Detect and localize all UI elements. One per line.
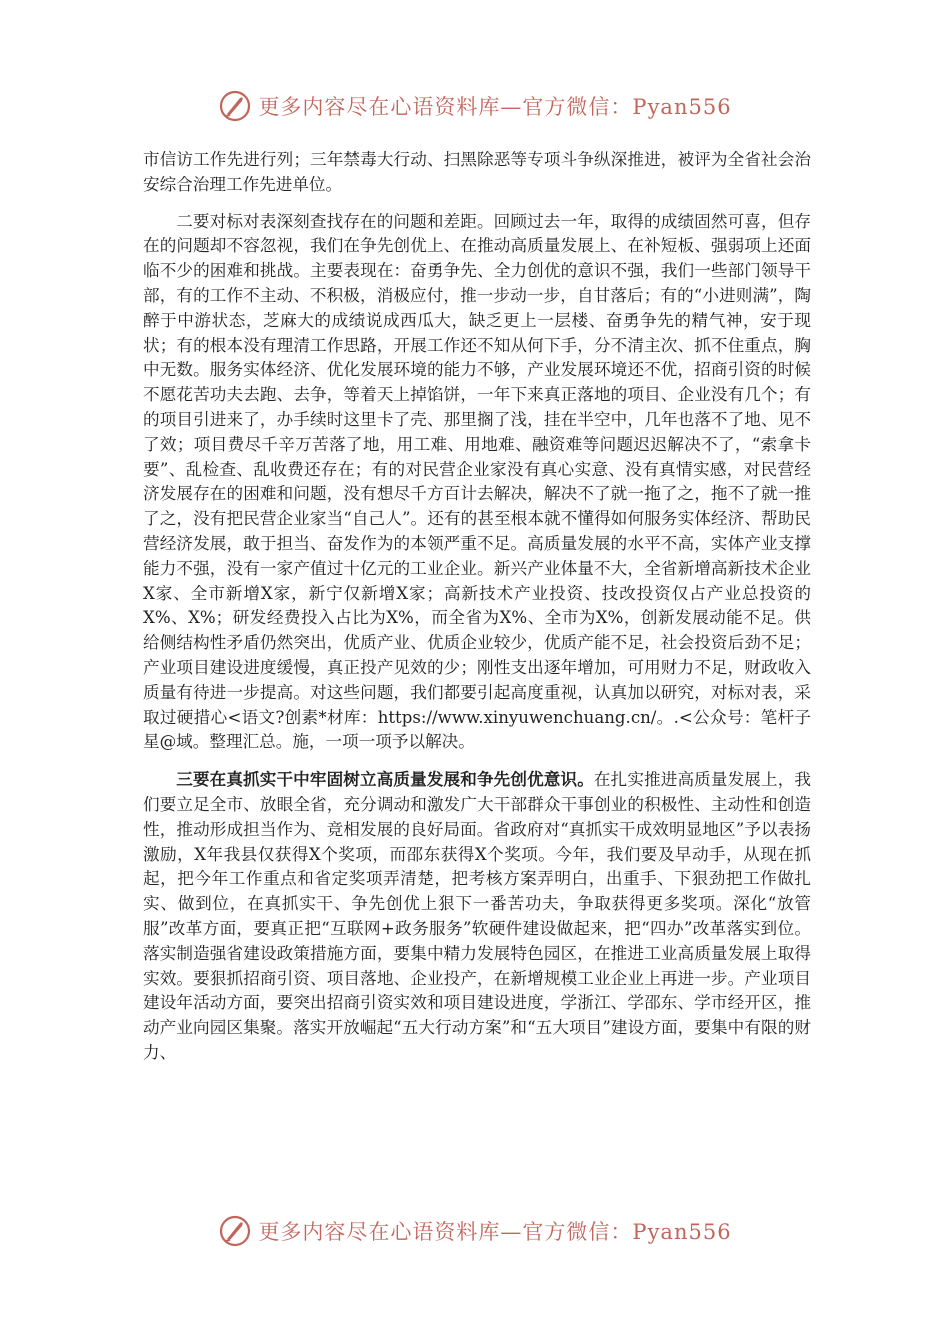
document-body bbox=[143, 148, 811, 1066]
paragraph-3-body: 在扎实推进高质量发展上，我们要立足全市、放眼全省，充分调动和激发广大干部群众干事创业的积极性、主动性和创造性，推动形成担当作为、竞相发展的良好局面。省政府对“真抓实干成效明显地区”予以表扬激励，X年我县仅获得X个奖项，而邵东获得X个奖项。今年，我们要及早动手，从现在抓起，把今年工作重点和省定奖项弄清楚，把考核方案弄明白，出重手、下狠劲把工作做扎实、做到位，在真抓实干、争先创优上狠下一番苦功夫，争取获得更多奖项。深化“放管服”改革方面，要真正把“互联网+政务服务”软硬件建设做起来，把“四办”改革落实到位。落实制造强省建设政策措施方面，要集中精力发展特色园区，在推进工业高质量发展上取得实效。要狠抓招商引资、项目落地、企业投产，在新增规模工业企业上再进一步。产业项目建设年活动方面，要突出招商引资实效和项目建设进度，学浙江、学邵东、学市经开区，推动产业向园区集聚。落实开放崛起“五大行动方案”和“五大项目”建设方面，要集中有限的财力、 bbox=[143, 770, 812, 1062]
paragraph-1: 市信访工作先进行列；三年禁毒大行动、扫黑除恶等专项斗争纵深推进，被评为全省社会治安综合治理工作先进单位。 bbox=[143, 150, 811, 194]
footer-watermark-banner bbox=[0, 1211, 950, 1251]
watermark-text: 更多内容尽在心语资料库—官方微信：Pyan556 bbox=[258, 1220, 732, 1244]
paragraph-3-lead: 三要在真抓实干中牢固树立高质量发展和争先创优意识。 bbox=[176, 769, 594, 790]
paragraph-3 bbox=[143, 767, 811, 1066]
quill-pen-icon bbox=[218, 89, 252, 123]
quill-pen-icon bbox=[218, 1214, 252, 1248]
paragraph-2: 二要对标对表深刻查找存在的问题和差距。回顾过去一年，取得的成绩固然可喜，但存在的问题却不容忽视，我们在争先创优上、在推动高质量发展上、在补短板、强弱项上还面临不少的困难和挑战。主要表现在：奋勇争先、全力创优的意识不强，我们一些部门领导干部，有的工作不主动、不积极，消极应付，推一步动一步，自甘落后；有的“小进则满”，陶醉于中游状态，芝麻大的成绩说成西瓜大，缺乏更上一层楼、奋勇争先的精气神，安于现状；有的根本没有理清工作思路，开展工作还不知从何下手，分不清主次、抓不住重点，胸中无数。服务实体经济、优化发展环境的能力不够，产业发展环境还不优，招商引资的时候不愿花苦功夫去跑、去争，等着天上掉馅饼，一年下来真正落地的项目、企业没有几个；有的项目引进来了，办手续时这里卡了壳、那里搁了浅，挂在半空中，几年也落不了地、见不了效；项目费尽千辛万苦落了地，用工难、用地难、融资难等问题迟迟解决不了，“索拿卡要”、乱检查、乱收费还存在；有的对民营企业家没有真心实意、没有真情实感，对民营经济发展存在的困难和问题，没有想尽千方百计去解决，解决不了就一拖了之，拖不了就一推了之，没有把民营企业家当“自己人”。还有的甚至根本就不懂得如何服务实体经济、帮助民营经济发展，敢于担当、奋发作为的本领严重不足。高质量发展的水平不高，实体产业支撑能力不强，没有一家产值过十亿元的工业企业。新兴产业体量不大，全省新增高新技术企业X家、全市新增X家，新宁仅新增X家；高新技术产业投资、技改投资仅占产业总投资的X%、X%；研发经费投入占比为X%，而全省为X%、全市为X%，创新发展动能不足。供给侧结构性矛盾仍然突出，优质产业、优质企业较少，优质产能不足，社会投资后劲不足；产业项目建设进度缓慢，真正投产见效的少；刚性支出逐年增加，可用财力不足，财政收入质量有待进一步提高。对这些问题，我们都要引起高度重视，认真加以研究，对标对表，采取过硬措心<语文?创素*材库：https://www.xinyuwenchuang.cn/。.<公众号：笔杆子星@域。整理汇总。施，一项一项予以解决。 bbox=[143, 211, 811, 752]
header-watermark-banner bbox=[0, 86, 950, 126]
watermark-text: 更多内容尽在心语资料库—官方微信：Pyan556 bbox=[258, 95, 732, 119]
